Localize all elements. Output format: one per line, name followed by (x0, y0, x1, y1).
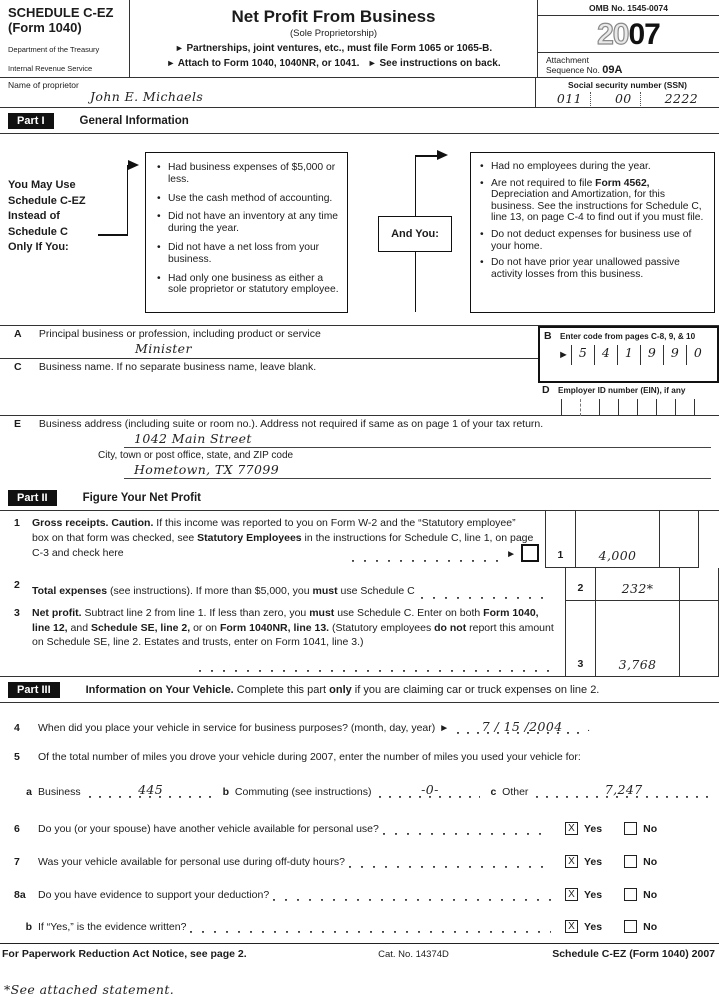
yes-checkbox[interactable]: X (565, 920, 578, 933)
form-title-block (130, 0, 537, 77)
part2-header (0, 485, 719, 511)
line-8b-number: b (25, 921, 32, 933)
connector-line (127, 165, 129, 235)
row-a-letter: A (14, 328, 22, 340)
question-8b (0, 920, 719, 933)
form-footer (0, 944, 719, 960)
left-bullet: • Use the cash method of accounting. (156, 193, 339, 205)
arrow-right-icon: ► (174, 43, 184, 53)
left-bullet: • Did not have a net loss from your business. (156, 242, 339, 266)
dotted-leader (190, 923, 551, 933)
part2-badge: Part II (8, 490, 57, 506)
no-label: No (643, 920, 658, 933)
ein-cell (637, 399, 656, 416)
yes-label: Yes (584, 888, 603, 901)
dotted-leader (352, 552, 502, 562)
line-4-number: 4 (14, 722, 20, 734)
part2-title: Figure Your Net Profit (82, 492, 201, 504)
ssn-separator (590, 92, 607, 106)
right-bullet: • Are not required to file Form 4562, Depreciation and Amortization, for this business. See the instructions for Schedule C, line 13, on page C-4 to find out if you must file. (479, 178, 708, 224)
line-5-number: 5 (14, 751, 20, 763)
name-of-proprietor-label: Name of proprietor (8, 80, 79, 90)
line-3-row-number: 3 (565, 601, 595, 676)
city-state-zip-label: City, town or post office, state, and ZIP code (98, 450, 294, 461)
sequence-number: 09A (602, 64, 623, 76)
code-digit: 5 (571, 345, 594, 365)
arrow-right-icon: ► (166, 58, 176, 68)
omb-number: OMB No. 1545-0074 (538, 0, 719, 16)
yes-checkbox[interactable]: X (565, 855, 578, 868)
row-d-label: Employer ID number (EIN), if any (558, 386, 686, 395)
attached-statement-note: *See attached statement. (4, 982, 175, 997)
left-bullet: • Had only one business as either a sole proprietor or statutory employee. (156, 273, 339, 297)
instruction-line-2: ► Attach to Form 1040, 1040NR, or 1041. ► See instructions on back. (166, 58, 501, 69)
catalog-number: Cat. No. 14374D (378, 949, 449, 960)
business-address-field[interactable]: 1042 Main Street (124, 430, 711, 448)
yes-label: Yes (584, 920, 603, 933)
ein-cell (542, 399, 561, 416)
you-may-use-label: You May Use Schedule C-EZ Instead of Schedule C Only If You: (8, 179, 86, 253)
line-8a-number: 8a (14, 889, 26, 901)
city-state-zip-field[interactable]: Hometown, TX 77099 (124, 461, 711, 479)
row-b-label: Enter code from pages C-8, 9, & 10 (560, 332, 696, 341)
line-3-amount-field[interactable]: 3,768 (595, 601, 679, 676)
yes-checkbox[interactable]: X (565, 888, 578, 901)
arrow-right-icon: ► (367, 58, 377, 68)
code-digit: 9 (640, 345, 663, 365)
tax-year (538, 16, 719, 52)
dotted-leader (273, 891, 551, 901)
part3-badge: Part III (8, 682, 60, 698)
row-c (0, 359, 538, 391)
right-bullet: • Had no employees during the year. (479, 161, 708, 173)
question-7-text: Was your vehicle available for personal use during off-duty hours? (38, 856, 346, 868)
no-label: No (643, 822, 658, 835)
line-7-number: 7 (14, 856, 20, 868)
connector-line (98, 234, 128, 236)
ssn-label: Social security number (SSN) (567, 80, 688, 90)
eligibility-flowchart (0, 134, 719, 325)
arrow-right-icon: ► (439, 723, 450, 734)
left-bullet: • Had business expenses of $5,000 or less. (156, 162, 339, 186)
code-digit: 9 (663, 345, 686, 365)
line-5c-label: Other (502, 786, 529, 798)
vehicle-service-date-field[interactable]: 7 / 15 /2004 (457, 719, 587, 734)
question-7 (0, 855, 719, 868)
left-bullet: • Did not have an inventory at any time during the year. (156, 211, 339, 235)
line-1-text: Gross receipts. Caution. If this income was reported to you on Form W-2 and the “Statutory employee” box on that form was checked, see Statutory Employees in the instructions for Schedule C, line 1, on page C-3 and check here (32, 517, 534, 559)
line-1-cents-cell[interactable] (659, 511, 698, 567)
arrow-right-icon (437, 150, 448, 160)
line-3-number: 3 (14, 607, 20, 619)
connector-line (415, 155, 438, 157)
code-digit: 4 (594, 345, 617, 365)
line-1-number: 1 (14, 517, 20, 529)
ein-cell (656, 399, 675, 416)
and-you-box: And You: (378, 216, 452, 252)
rows-a-to-d (0, 325, 719, 415)
line-2-row-number: 2 (565, 568, 595, 600)
line-4-vehicle-date (0, 719, 719, 734)
question-8a (0, 888, 719, 901)
dotted-leader (421, 589, 549, 599)
dotted-leader (349, 858, 551, 868)
question-6 (0, 822, 719, 835)
period: . (587, 722, 591, 734)
line-5a-letter: a (26, 786, 32, 798)
ein-cell (618, 399, 637, 416)
statutory-employee-checkbox[interactable] (521, 544, 539, 562)
right-bullet: • Do not have prior year unallowed passive activity losses from this business. (479, 257, 708, 280)
omb-year-block (537, 0, 719, 77)
line-5b-label: Commuting (see instructions) (234, 786, 372, 798)
line-1-amount-field[interactable]: 4,000 (575, 511, 659, 567)
line-1-row-number: 1 (545, 511, 575, 567)
line-5b-letter: b (222, 786, 230, 798)
row-c-label: Business name. If no separate business name, leave blank. (38, 361, 317, 373)
line-3-cents-cell[interactable] (679, 601, 718, 676)
ein-cell (694, 399, 713, 416)
row-b-letter: B (544, 330, 552, 342)
form-id-block (0, 0, 130, 77)
row-a (0, 326, 538, 359)
row-e-letter: E (14, 418, 22, 430)
line-5a-label: Business (38, 786, 81, 798)
line-2-text: Total expenses (see instructions). If more than $5,000, you must use Schedule C (32, 585, 415, 597)
part3-title: Information on Your Vehicle. Complete this part only if you are claiming car or truck expenses on line 2. (85, 684, 600, 696)
ein-box (538, 383, 719, 415)
line-2-total-expenses (0, 568, 719, 601)
right-bullet: • Do not deduct expenses for business use of your home. (479, 229, 708, 252)
part1-badge: Part I (8, 113, 54, 129)
business-miles-field[interactable]: 445 (89, 783, 213, 798)
form-number: (Form 1040) (8, 20, 82, 35)
ein-cell (580, 399, 599, 416)
line-2-number: 2 (14, 579, 20, 591)
ein-cell (599, 399, 618, 416)
line-4-text: When did you place your vehicle in service for business purposes? (month, day, year) (38, 722, 436, 734)
row-e (0, 415, 719, 485)
no-checkbox[interactable] (624, 888, 637, 901)
yes-label: Yes (584, 855, 603, 868)
code-digit: 1 (617, 345, 640, 365)
row-c-letter: C (14, 361, 22, 373)
line-2-amount-field[interactable]: 232* (595, 568, 679, 600)
row-e-label: Business address (including suite or room no.). Address not required if same as on page 1 of your tax return. (38, 418, 544, 430)
arrow-right-icon: ► (506, 549, 516, 560)
line-1-gross-receipts (0, 511, 719, 568)
principal-business-field[interactable]: Minister (135, 341, 192, 356)
other-miles-field[interactable]: 7,247 (536, 783, 711, 798)
form-footer-id: Schedule C-EZ (Form 1040) 2007 (552, 948, 715, 960)
form-subtitle: (Sole Proprietorship) (289, 28, 378, 39)
business-code-box (538, 326, 719, 383)
arrow-right-icon: ► (558, 349, 569, 361)
ssn-field[interactable]: 011 00 2222 (556, 91, 699, 106)
proprietor-name-field[interactable]: John E. Michaels (90, 89, 204, 104)
no-checkbox[interactable] (624, 822, 637, 835)
line-3-text: Net profit. Subtract line 2 from line 1. If less than zero, you must use Schedule C. Enter on both Form 1040, line 12, and Schedule SE, line 2, or on Form 1040NR, line 13. (Statutory employees do not report this amount on Schedule SE, line 2. Estates and trusts, enter on Form 1041, line 3.) (32, 607, 554, 648)
line-5-miles-row (0, 783, 719, 798)
no-checkbox[interactable] (624, 855, 637, 868)
line-5-mileage (0, 751, 719, 763)
schedule-label: SCHEDULE C-EZ (8, 5, 114, 20)
part1-title: General Information (79, 115, 189, 127)
form-title: Net Profit From Business (231, 7, 436, 26)
line-3-net-profit (0, 601, 719, 676)
no-checkbox[interactable] (624, 920, 637, 933)
no-label: No (643, 888, 658, 901)
line-5c-letter: c (490, 786, 497, 798)
paperwork-notice: For Paperwork Reduction Act Notice, see page 2. (2, 948, 247, 960)
instruction-line-1: ► Partnerships, joint ventures, etc., must file Form 1065 or 1065-B. (174, 43, 493, 54)
year-bold: 07 (628, 18, 660, 51)
yes-label: Yes (584, 822, 603, 835)
row-a-label: Principal business or profession, including product or service (38, 328, 321, 340)
no-label: No (643, 855, 658, 868)
ssn-box (535, 78, 719, 107)
conditions-right-box (470, 152, 715, 313)
part3-header (0, 676, 719, 703)
line-5-text: Of the total number of miles you drove your vehicle during 2007, enter the number of miles you used your vehicle for: (38, 751, 581, 763)
ssn-separator (640, 92, 657, 106)
ein-cell (561, 399, 580, 416)
year-outline: 20 (597, 18, 629, 51)
agency-line-1: Department of the Treasury (8, 45, 100, 54)
agency-line-2: Internal Revenue Service (8, 64, 93, 73)
question-6-text: Do you (or your spouse) have another vehicle available for personal use? (38, 823, 379, 835)
question-8a-text: Do you have evidence to support your deduction? (38, 889, 270, 901)
yes-checkbox[interactable]: X (565, 822, 578, 835)
proprietor-row (0, 78, 719, 108)
business-code-field[interactable] (544, 345, 714, 365)
form-header (0, 0, 719, 78)
line-6-number: 6 (14, 823, 20, 835)
attachment-sequence: Attachment Sequence No. 09A (538, 52, 719, 78)
row-d-letter: D (542, 384, 550, 396)
ein-field[interactable] (542, 399, 716, 416)
conditions-left-box (145, 152, 348, 313)
question-8b-text: If “Yes,” is the evidence written? (38, 921, 187, 933)
dotted-leader (199, 662, 559, 672)
code-digit: 0 (686, 345, 709, 365)
ein-cell (675, 399, 694, 416)
line-2-cents-cell[interactable] (679, 568, 718, 600)
commuting-miles-field[interactable]: -0- (379, 783, 480, 798)
part1-header (0, 108, 719, 134)
dotted-leader (383, 825, 551, 835)
arrow-right-icon (128, 160, 139, 170)
